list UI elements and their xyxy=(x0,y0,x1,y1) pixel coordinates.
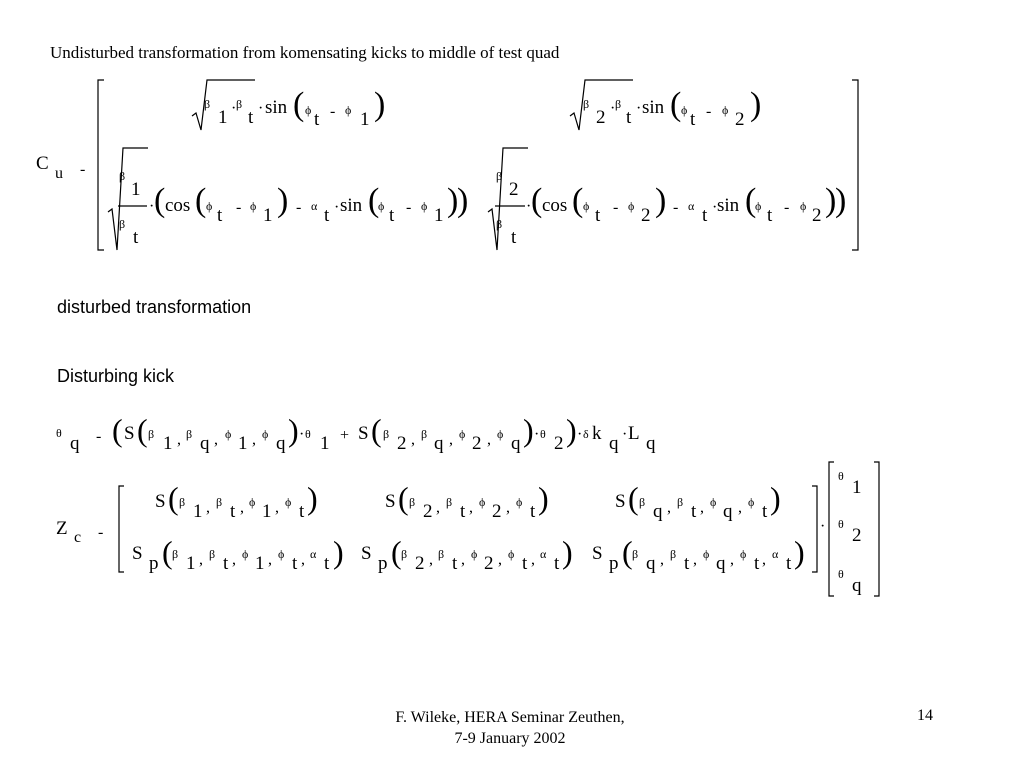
thq-S2: S xyxy=(358,423,369,444)
thq-s2-beta1-sub: 2 xyxy=(397,433,407,454)
z12-phi2-sub: t xyxy=(530,501,536,522)
z12-beta2: β xyxy=(446,495,453,509)
thq-s1-phi1: ϕ xyxy=(225,427,232,441)
m11-rparen: ) xyxy=(374,86,386,123)
z23-beta1-sub: q xyxy=(646,553,656,574)
z22-beta2-sub: t xyxy=(452,553,458,574)
z22-comma3: , xyxy=(498,551,502,568)
thq-plus: + xyxy=(340,427,350,444)
z13-phi2: ϕ xyxy=(748,495,755,509)
m21-den-sub: t xyxy=(133,227,139,248)
thq-s1-beta2: β xyxy=(186,427,193,441)
m21-phi-sub-1: 1 xyxy=(263,205,273,226)
z13-beta1: β xyxy=(639,495,646,509)
cu-subscript: u xyxy=(55,165,63,182)
zc-dot: · xyxy=(820,518,826,535)
z21-rparen: ) xyxy=(333,534,344,570)
thq-s2-phi1: ϕ xyxy=(459,427,466,441)
z11-comma2: , xyxy=(240,499,244,516)
z11-phi2: ϕ xyxy=(285,495,292,509)
z22-phi1-sub: 2 xyxy=(484,553,494,574)
thq-rparen-outer: ) xyxy=(566,412,577,448)
m11-dot2: · xyxy=(258,100,264,117)
m21-dot1: · xyxy=(149,198,155,215)
z23-S-sub: p xyxy=(609,553,619,574)
vec-theta3-sub: q xyxy=(852,575,862,596)
z21-alpha-sub: t xyxy=(324,553,330,574)
m21-rparen-sin: ) xyxy=(447,182,459,219)
m11-dot1: · xyxy=(231,100,237,117)
z21-comma2: , xyxy=(232,551,236,568)
thq-k: k xyxy=(592,423,602,444)
thq-dot1: · xyxy=(299,426,305,443)
m22-lparen-sin: ( xyxy=(745,182,757,219)
thq-theta1: θ xyxy=(305,427,311,441)
m21-phi3: ϕ xyxy=(378,199,385,213)
m21-phi2: ϕ xyxy=(250,199,257,213)
z11-beta2-sub: t xyxy=(230,501,236,522)
thq-delta: δ xyxy=(583,427,589,441)
m11-subt: t xyxy=(248,107,254,128)
m22-lparen-outer: ( xyxy=(531,182,543,219)
z22-S-sub: p xyxy=(378,553,388,574)
m21-den-beta: β xyxy=(119,217,126,231)
z21-comma4: , xyxy=(301,551,305,568)
thq-s1-beta2-sub: q xyxy=(200,433,210,454)
m21-phi4-sub-1: 1 xyxy=(434,205,444,226)
vec-left-bracket xyxy=(829,462,834,596)
z21-beta1: β xyxy=(172,547,179,561)
m22-phi4: ϕ xyxy=(800,199,807,213)
z21-beta2-sub: t xyxy=(223,553,229,574)
z21-alpha: α xyxy=(310,547,317,561)
z23-beta1: β xyxy=(632,547,639,561)
zc-right-bracket xyxy=(812,486,817,572)
m21-minus1: - xyxy=(236,199,242,216)
thq-s1-beta1-sub: 1 xyxy=(163,433,173,454)
z11-S: S xyxy=(155,491,166,512)
m22-lparen-cos: ( xyxy=(572,182,584,219)
m11-phi-sub-1: 1 xyxy=(360,109,370,130)
z13-S: S xyxy=(615,491,626,512)
thq-s1-comma2: , xyxy=(214,431,218,448)
thq-dot2: · xyxy=(534,426,540,443)
vec-theta3: θ xyxy=(838,567,844,581)
page-number: 14 xyxy=(917,707,933,724)
z21-phi2: ϕ xyxy=(278,547,285,561)
cu-left-bracket xyxy=(98,80,104,250)
z12-comma2: , xyxy=(469,499,473,516)
z12-lparen: ( xyxy=(398,480,409,516)
thq-s2-beta1: β xyxy=(383,427,390,441)
z12-phi1: ϕ xyxy=(479,495,486,509)
vec-theta2-sub: 2 xyxy=(852,525,862,546)
thq-s2-phi1-sub: 2 xyxy=(472,433,482,454)
z21-S: S xyxy=(132,543,143,564)
thq-dot3: · xyxy=(577,426,583,443)
m22-phi1: ϕ xyxy=(583,199,590,213)
z22-alpha: α xyxy=(540,547,547,561)
z21-phi2-sub: t xyxy=(292,553,298,574)
z11-lparen: ( xyxy=(168,480,179,516)
m21-lparen-outer: ( xyxy=(154,182,166,219)
m11-phi-sub-t: t xyxy=(314,109,320,130)
m11-minus: - xyxy=(330,103,336,120)
z23-comma1: , xyxy=(660,551,664,568)
m11-phi1: ϕ xyxy=(305,103,312,117)
thq-s2-comma1: , xyxy=(411,431,415,448)
thq-dot4: · xyxy=(622,426,628,443)
z11-beta2: β xyxy=(216,495,223,509)
z12-beta2-sub: t xyxy=(460,501,466,522)
z22-alpha-sub: t xyxy=(554,553,560,574)
z12-S: S xyxy=(385,491,396,512)
vec-theta2: θ xyxy=(838,517,844,531)
m12-sin: sin xyxy=(642,97,665,118)
m21-cos: cos xyxy=(165,195,191,216)
z21-phi1: ϕ xyxy=(242,547,249,561)
footer-line-2: 7-9 January 2002 xyxy=(454,730,566,747)
thq-theta2-sub: 2 xyxy=(554,433,564,454)
m22-rparen-cos: ) xyxy=(655,182,667,219)
m22-phi2: ϕ xyxy=(628,199,635,213)
z23-comma2: , xyxy=(693,551,697,568)
m22-rparen-sin: ) xyxy=(825,182,837,219)
thq-s2-beta2-sub: q xyxy=(434,433,444,454)
thq-lparen-s2: ( xyxy=(371,412,382,448)
m22-alpha: α xyxy=(688,199,695,213)
z12-beta1-sub: 2 xyxy=(423,501,433,522)
z13-lparen: ( xyxy=(628,480,639,516)
zc-subscript: c xyxy=(74,529,82,546)
m11-beta1: β xyxy=(204,97,211,111)
z12-phi1-sub: 2 xyxy=(492,501,502,522)
m22-dot1: · xyxy=(526,198,532,215)
m21-minus2: - xyxy=(296,199,302,216)
z13-beta2-sub: t xyxy=(691,501,697,522)
m21-rparen-cos: ) xyxy=(277,182,289,219)
thq-theta1-sub: 1 xyxy=(320,433,330,454)
z13-phi2-sub: t xyxy=(762,501,768,522)
m11-beta2: β xyxy=(236,97,243,111)
m21-phi3-sub-t: t xyxy=(389,205,395,226)
thq-s2-comma2: , xyxy=(449,431,453,448)
m11-phi2: ϕ xyxy=(345,103,352,117)
thq-s1-phi2: ϕ xyxy=(262,427,269,441)
z11-rparen: ) xyxy=(307,480,318,516)
m21-num-sub: 1 xyxy=(131,179,141,200)
z23-S: S xyxy=(592,543,603,564)
m22-num-beta: β xyxy=(496,169,503,183)
z13-rparen: ) xyxy=(770,480,781,516)
m12-rparen: ) xyxy=(750,86,762,123)
z23-alpha: α xyxy=(772,547,779,561)
thq-sub-q: q xyxy=(70,433,80,454)
z21-beta1-sub: 1 xyxy=(186,553,196,574)
z13-beta2: β xyxy=(677,495,684,509)
m12-dot2: · xyxy=(636,100,642,117)
thq-theta: θ xyxy=(56,426,62,440)
z22-comma2: , xyxy=(461,551,465,568)
heading-undisturbed: Undisturbed transformation from komensating kicks to middle of test quad xyxy=(50,43,560,62)
m21-minus3: - xyxy=(406,199,412,216)
z12-beta1: β xyxy=(409,495,416,509)
m21-sin: sin xyxy=(340,195,363,216)
m12-dot1: · xyxy=(610,100,616,117)
heading-disturbed: disturbed transformation xyxy=(57,297,252,317)
z11-beta1-sub: 1 xyxy=(193,501,203,522)
z22-rparen: ) xyxy=(562,534,573,570)
m12-minus: - xyxy=(706,103,712,120)
thq-s1-comma3: , xyxy=(252,431,256,448)
z23-rparen: ) xyxy=(794,534,805,570)
z22-beta1-sub: 2 xyxy=(415,553,425,574)
z12-rparen: ) xyxy=(538,480,549,516)
zc-operator: - xyxy=(98,524,104,541)
m22-cos: cos xyxy=(542,195,568,216)
m12-lparen: ( xyxy=(670,86,682,123)
z23-comma3: , xyxy=(730,551,734,568)
z22-beta1: β xyxy=(401,547,408,561)
z23-lparen: ( xyxy=(622,534,633,570)
m22-num-sub: 2 xyxy=(509,179,519,200)
z13-beta1-sub: q xyxy=(653,501,663,522)
thq-S1: S xyxy=(124,423,135,444)
thq-lparen-s1: ( xyxy=(137,412,148,448)
m22-phi3-sub-t: t xyxy=(767,205,773,226)
thq-s1-phi2-sub: q xyxy=(276,433,286,454)
z11-phi1: ϕ xyxy=(249,495,256,509)
m11-sin: sin xyxy=(265,97,288,118)
m12-phi1: ϕ xyxy=(681,103,688,117)
thq-operator: - xyxy=(96,428,102,445)
z21-phi1-sub: 1 xyxy=(255,553,265,574)
z13-comma2: , xyxy=(700,499,704,516)
z23-phi1-sub: q xyxy=(716,553,726,574)
z13-phi1: ϕ xyxy=(710,495,717,509)
z23-phi2-sub: t xyxy=(754,553,760,574)
m12-phi2: ϕ xyxy=(722,103,729,117)
z23-beta2: β xyxy=(670,547,677,561)
z22-comma1: , xyxy=(429,551,433,568)
sqrt-3 xyxy=(108,148,148,250)
z23-beta2-sub: t xyxy=(684,553,690,574)
heading-disturbing-kick: Disturbing kick xyxy=(57,366,175,386)
m21-phi4: ϕ xyxy=(421,199,428,213)
thq-s2-phi2-sub: q xyxy=(511,433,521,454)
z11-phi1-sub: 1 xyxy=(262,501,272,522)
z23-alpha-sub: t xyxy=(786,553,792,574)
thq-s2-phi2: ϕ xyxy=(497,427,504,441)
m22-minus1: - xyxy=(613,199,619,216)
thq-L-sub: q xyxy=(646,433,656,454)
thq-L: L xyxy=(628,423,640,444)
m22-dot2: · xyxy=(712,199,718,216)
m22-minus3: - xyxy=(784,199,790,216)
z12-comma1: , xyxy=(436,499,440,516)
footer-line-1: F. Wileke, HERA Seminar Zeuthen, xyxy=(395,709,625,726)
z13-comma3: , xyxy=(738,499,742,516)
z21-S-sub: p xyxy=(149,553,159,574)
z11-phi2-sub: t xyxy=(299,501,305,522)
vec-right-bracket xyxy=(874,462,879,596)
m22-phi3: ϕ xyxy=(755,199,762,213)
m11-sub1: 1 xyxy=(218,107,228,128)
z11-comma3: , xyxy=(275,499,279,516)
m21-phi1: ϕ xyxy=(206,199,213,213)
cu-operator: - xyxy=(80,161,86,178)
footer-citation xyxy=(300,707,720,749)
z22-phi1: ϕ xyxy=(471,547,478,561)
vec-theta1-sub: 1 xyxy=(852,477,862,498)
zc-left-bracket xyxy=(119,486,124,572)
z11-comma1: , xyxy=(206,499,210,516)
z13-comma1: , xyxy=(667,499,671,516)
m21-num-beta: β xyxy=(119,169,126,183)
z22-lparen: ( xyxy=(391,534,402,570)
cu-symbol: C xyxy=(36,153,49,174)
z21-comma1: , xyxy=(199,551,203,568)
m12-sub2: 2 xyxy=(596,107,606,128)
m12-phi-sub-2: 2 xyxy=(735,109,745,130)
sqrt-4 xyxy=(488,148,528,250)
thq-rparen-s2: ) xyxy=(523,412,534,448)
vec-theta1: θ xyxy=(838,469,844,483)
z23-phi2: ϕ xyxy=(740,547,747,561)
z22-phi2-sub: t xyxy=(522,553,528,574)
m22-rparen-outer: ) xyxy=(835,182,847,219)
thq-s2-comma3: , xyxy=(487,431,491,448)
z21-beta2: β xyxy=(209,547,216,561)
thq-theta2: θ xyxy=(540,427,546,441)
m12-subt: t xyxy=(626,107,632,128)
z12-comma3: , xyxy=(506,499,510,516)
m12-beta1: β xyxy=(583,97,590,111)
m22-phi-sub-t: t xyxy=(595,205,601,226)
z22-phi2: ϕ xyxy=(508,547,515,561)
m12-phi-sub-t: t xyxy=(690,109,696,130)
m21-alpha-sub: t xyxy=(324,205,330,226)
m22-phi4-sub-2: 2 xyxy=(812,205,822,226)
z23-comma4: , xyxy=(762,551,766,568)
m22-den-beta: β xyxy=(496,217,503,231)
m22-phi-sub-2: 2 xyxy=(641,205,651,226)
thq-s1-comma1: , xyxy=(177,431,181,448)
z22-comma4: , xyxy=(531,551,535,568)
z22-beta2: β xyxy=(438,547,445,561)
thq-k-sub: q xyxy=(609,433,619,454)
z21-comma3: , xyxy=(268,551,272,568)
m22-sin: sin xyxy=(717,195,740,216)
m22-minus2: - xyxy=(673,199,679,216)
thq-s2-beta2: β xyxy=(421,427,428,441)
m22-den-sub: t xyxy=(511,227,517,248)
m11-lparen: ( xyxy=(293,86,305,123)
thq-lparen-outer: ( xyxy=(112,412,123,448)
m12-beta2: β xyxy=(615,97,622,111)
thq-s1-beta1: β xyxy=(148,427,155,441)
zc-symbol: Z xyxy=(56,518,68,539)
z21-lparen: ( xyxy=(162,534,173,570)
m21-lparen-sin: ( xyxy=(368,182,380,219)
z13-phi1-sub: q xyxy=(723,501,733,522)
cu-right-bracket xyxy=(852,80,858,250)
m21-phi-sub-t: t xyxy=(217,205,223,226)
m21-alpha: α xyxy=(311,199,318,213)
thq-s1-phi1-sub: 1 xyxy=(238,433,248,454)
m21-rparen-outer: ) xyxy=(457,182,469,219)
m21-lparen-cos: ( xyxy=(195,182,207,219)
thq-rparen-s1: ) xyxy=(288,412,299,448)
z23-phi1: ϕ xyxy=(703,547,710,561)
z22-S: S xyxy=(361,543,372,564)
z11-beta1: β xyxy=(179,495,186,509)
z12-phi2: ϕ xyxy=(516,495,523,509)
m21-dot2: · xyxy=(334,199,340,216)
m22-alpha-sub: t xyxy=(702,205,708,226)
